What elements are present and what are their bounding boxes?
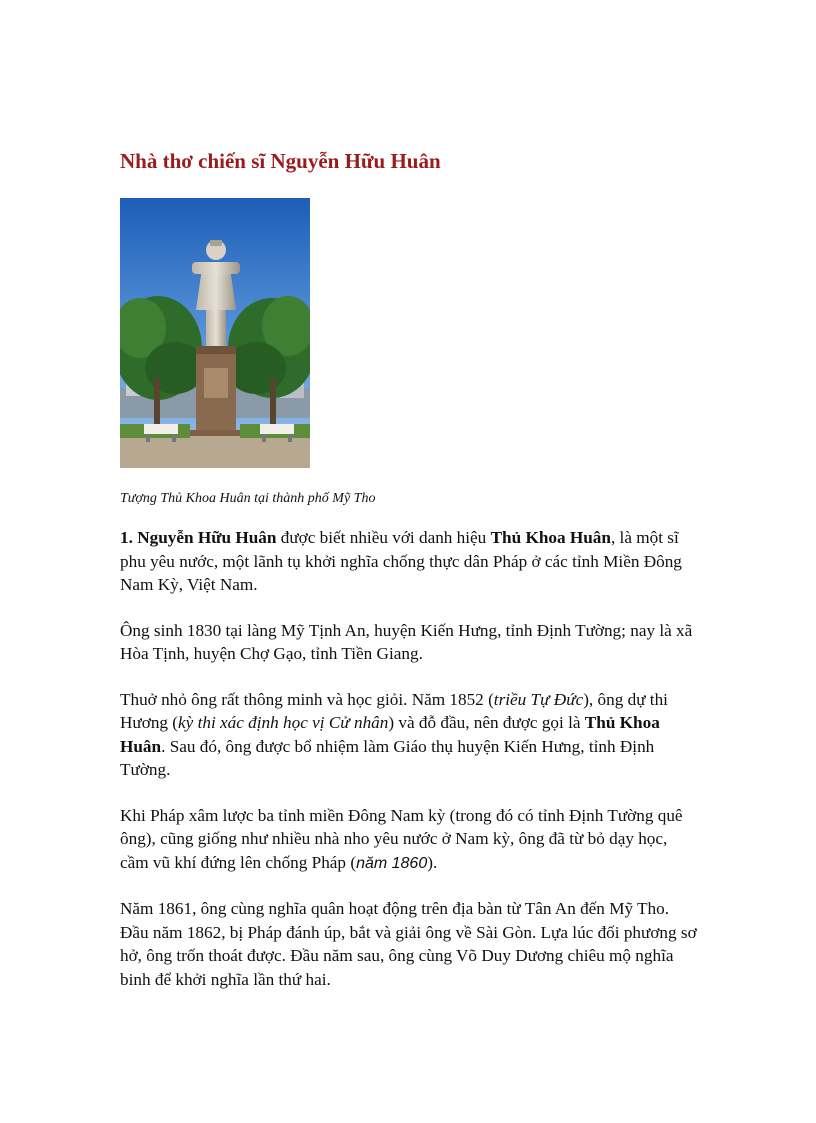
title-name: Thủ Khoa Huân xyxy=(490,528,611,547)
image-caption: Tượng Thủ Khoa Huân tại thành phố Mỹ Tho xyxy=(120,491,376,506)
paragraph-2: Ông sinh 1830 tại làng Mỹ Tịnh An, huyện Kiến Hưng, tỉnh Định Tường; nay là xã Hòa Tịnh, huyện Chợ Gạo, tỉnh Tiền Giang. xyxy=(120,620,693,663)
paragraph-4: Khi Pháp xâm lược ba tỉnh miền Đông Nam kỳ (trong đó có tỉnh Định Tường quê ông), cũng giống như nhiều nhà nho yêu nước ở Nam kỳ, ông đã từ bỏ dạy học, cầm vũ khí đứng lên chống Pháp (năm 1860). xyxy=(120,805,683,872)
document-page xyxy=(120,146,700,1013)
statue-photo-icon xyxy=(120,198,310,468)
paragraph-5: Năm 1861, ông cùng nghĩa quân hoạt động trên địa bàn từ Tân An đến Mỹ Tho. Đầu năm 1862, bị Pháp đánh úp, bắt và giải ông về Sài Gòn. Lựa lúc đối phương sơ hở, ông trốn thoát được. Đầu năm sau, ông cùng Võ Duy Dương chiêu mộ nghĩa binh để khởi nghĩa lần thứ hai. xyxy=(120,899,697,989)
paragraph-3: Thuở nhỏ ông rất thông minh và học giỏi. Năm 1852 (triều Tự Đức), ông dự thi Hương (kỳ thi xác định học vị Cử nhân) và đỗ đầu, nên được gọi là Thủ Khoa Huân. Sau đó, ông được bổ nhiệm làm Giáo thụ huyện Kiến Hưng, tỉnh Định Tường. xyxy=(120,689,668,779)
lead-name: 1. Nguyễn Hữu Huân xyxy=(120,528,277,547)
page-title: Nhà thơ chiến sĩ Nguyễn Hữu Huân xyxy=(120,149,441,173)
paragraph-1: 1. Nguyễn Hữu Huân được biết nhiều với danh hiệu Thủ Khoa Huân, là một sĩ phu yêu nước, một lãnh tụ khởi nghĩa chống thực dân Pháp ở các tỉnh Miền Đông Nam Kỳ, Việt Nam. xyxy=(120,528,682,594)
